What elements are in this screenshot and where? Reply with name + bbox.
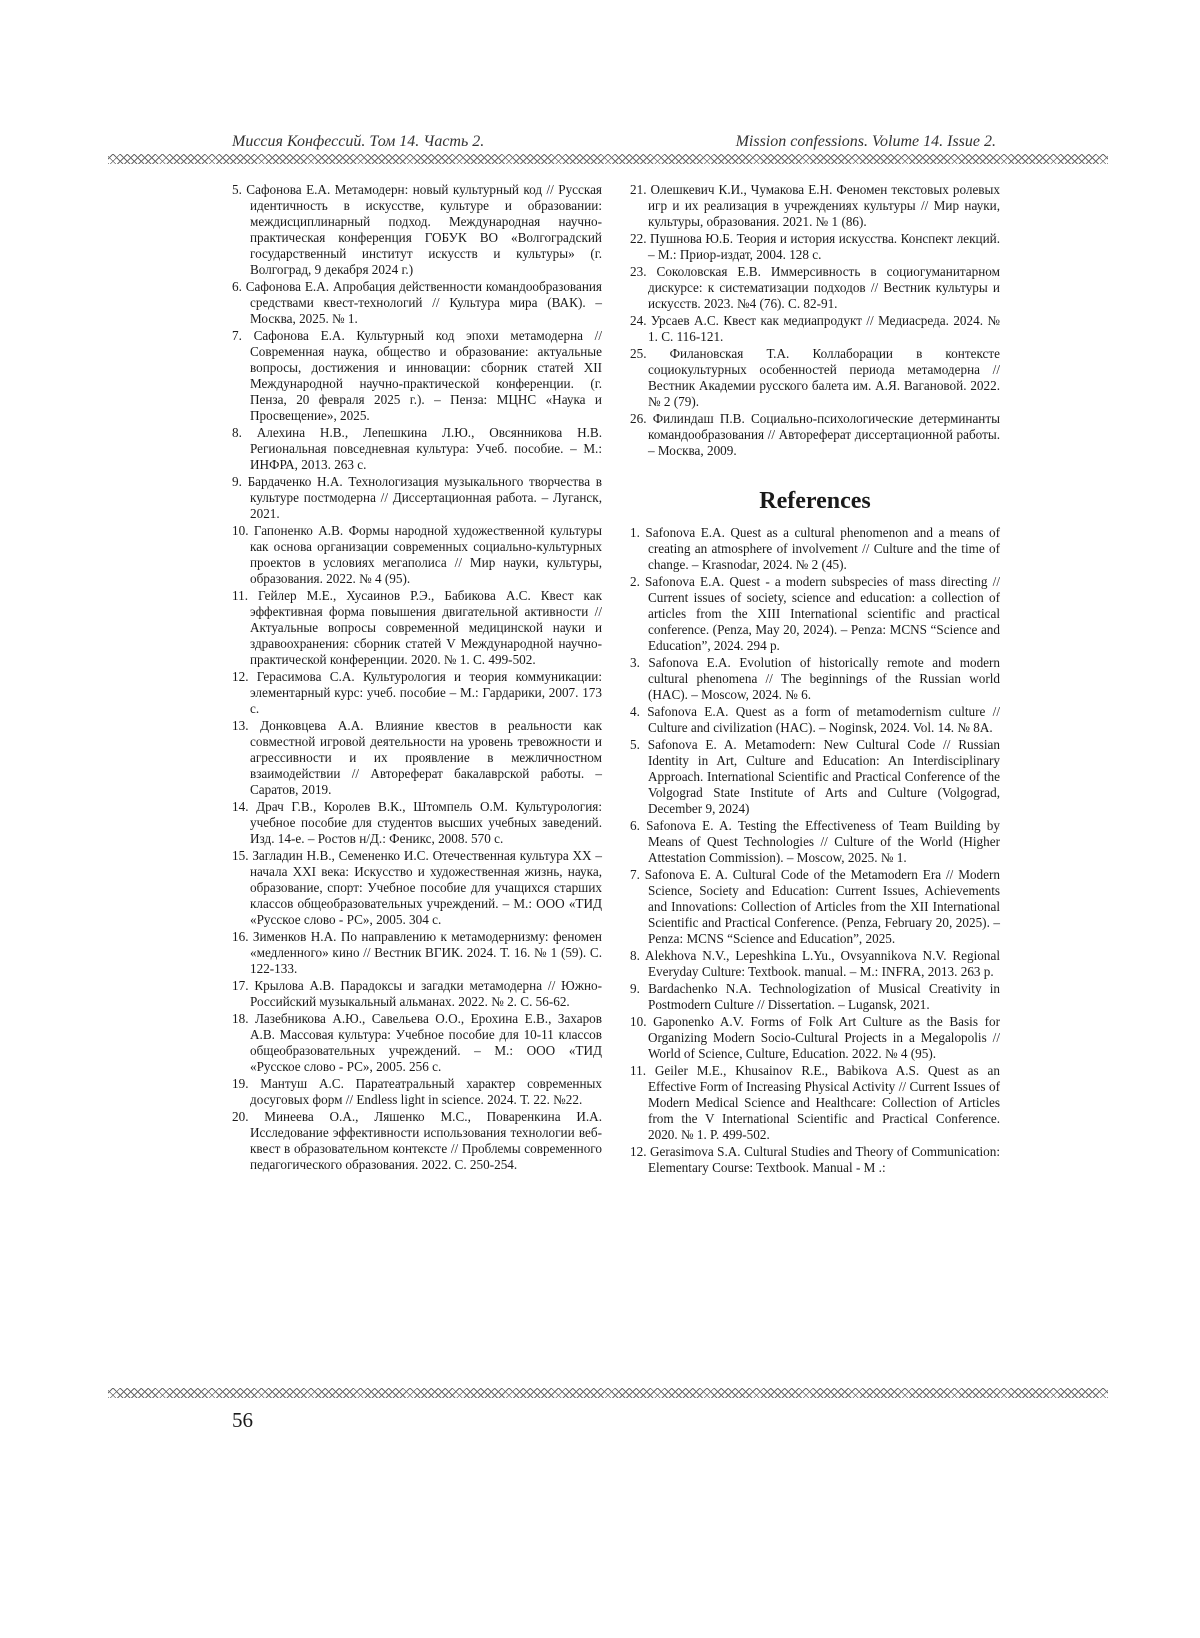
reference-item: 11. Гейлер М.Е., Хусаинов Р.Э., Бабикова А.С. Квест как эффективная форма повышения двигательной активности // Актуальные вопросы современной медицинской науки и здравоохранения: сборник статей V Международной научно-практической конференции. 2020. № 1. С. 499-502. [232,588,602,667]
english-reference-item: 6. Safonova E. A. Testing the Effectiveness of Team Building by Means of Quest Technologies // Culture of the World (Higher Attestation Commission). – Moscow, 2025. № 1. [630,818,1000,865]
english-reference-item: 4. Safonova E.A. Quest as a form of metamodernism culture // Culture and civilization (HAC). – Noginsk, 2024. Vol. 14. № 8A. [630,704,1000,735]
reference-item: 19. Мантуш А.С. Паратеатральный характер современных досуговых форм // Endless light in science. 2024. Т. 22. №22. [232,1076,602,1107]
reference-item: 18. Лазебникова А.Ю., Савельева О.О., Ерохина Е.В., Захаров А.В. Массовая культура: Учебное пособие для 10-11 классов общеобразовательных учреждений. – М.: ООО «ТИД «Русское слово - РС», 2005. 256 с. [232,1011,602,1074]
reference-item: 17. Крылова А.В. Парадоксы и загадки метамодерна // Южно-Российский музыкальный альманах. 2022. № 2. С. 56-62. [232,978,602,1009]
right-column [630,182,1000,1177]
english-reference-item: 2. Safonova E.A. Quest - a modern subspecies of mass directing // Current issues of society, science and education: a collection of articles from the XIII International scientific and practical conference. (Penza, May 20, 2024). – Penza: MCNS “Science and Education”, 2024. 294 p. [630,574,1000,653]
english-reference-item: 7. Safonova E. A. Cultural Code of the Metamodern Era // Modern Science, Society and Education: Current Issues, Achievements and Innovations: Collection of Articles from the XII International Scientific and Practical Conference. (Penza, February 20, 2025). – Penza: MCNS “Science and Education”, 2025. [630,867,1000,946]
reference-item: 15. Загладин Н.В., Семененко И.С. Отечественная культура XX – начала XXI века: Искусство и художественная жизнь, наука, образование, спорт: Учебное пособие для учащихся старших классов общеобразовательных учреждений. – М.: ООО «ТИД «Русское слово - РС», 2005. 304 с. [232,848,602,927]
reference-item: 13. Донковцева А.А. Влияние квестов в реальности как совместной игровой деятельности на уровень тревожности и агрессивности и их проявление в межличностном взаимодействии // Автореферат бакалаврской работы. – Саратов, 2019. [232,718,602,797]
left-column [232,182,602,1174]
reference-item: 14. Драч Г.В., Королев В.К., Штомпель О.М. Культурология: учебное пособие для студентов высших учебных заведений. Изд. 14-е. – Ростов н/Д.: Феникс, 2008. 570 с. [232,799,602,846]
header-right-title: Mission confessions. Volume 14. Issue 2. [735,133,996,150]
reference-item: 20. Минеева О.А., Ляшенко М.С., Поваренкина И.А. Исследование эффективности использования технологии веб-квест в образовательном контексте // Проблемы современного педагогического образования. 2022. С. 250-254. [232,1109,602,1172]
page-number: 56 [232,1408,253,1432]
english-reference-item: 1. Safonova E.A. Quest as a cultural phenomenon and a means of creating an atmosphere of involvement // Culture and the time of change. – Krasnodar, 2024. № 2 (45). [630,525,1000,572]
english-reference-item: 9. Bardachenko N.A. Technologization of Musical Creativity in Postmodern Culture // Dissertation. – Lugansk, 2021. [630,981,1000,1012]
reference-item: 5. Сафонова Е.А. Метамодерн: новый культурный код // Русская идентичность в искусстве, культуре и образовании: междисциплинарный подход. Международная научно-практическая конференция ГОБУК ВО «Волгоградский государственный институт искусств и культуры» (г. Волгоград, 9 декабря 2024 г.) [232,182,602,277]
reference-item: 9. Бардаченко Н.А. Технологизация музыкального творчества в культуре постмодерна // Диссертационная работа. – Луганск, 2021. [232,474,602,521]
reference-item: 16. Зименков Н.А. По направлению к метамодернизму: феномен «медленного» кино // Вестник ВГИК. 2024. Т. 16. № 1 (59). С. 122-133. [232,929,602,976]
references-heading: References [759,488,871,514]
reference-item: 25. Филановская Т.А. Коллаборации в контексте социокультурных особенностей периода метамодерна // Вестник Академии русского балета им. А.Я. Вагановой. 2022. № 2 (79). [630,346,1000,409]
reference-item: 21. Олешкевич К.И., Чумакова Е.Н. Феномен текстовых ролевых игр и их реализация в учреждениях культуры // Мир науки, культуры, образования. 2021. № 1 (86). [630,182,1000,229]
reference-item: 8. Алехина Н.В., Лепешкина Л.Ю., Овсянникова Н.В. Региональная повседневная культура: Учеб. пособие. – М.: ИНФРА, 2013. 263 с. [232,425,602,472]
reference-item: 10. Гапоненко А.В. Формы народной художественной культуры как основа организации современных социально-культурных проектов в условиях мегаполиса // Мир науки, культуры, образования. 2022. № 4 (95). [232,523,602,586]
reference-item: 12. Герасимова С.А. Культурология и теория коммуникации: элементарный курс: учеб. пособие – М.: Гардарики, 2007. 173 с. [232,669,602,716]
reference-item: 22. Пушнова Ю.Б. Теория и история искусства. Конспект лекций. – М.: Приор-издат, 2004. 128 с. [630,231,1000,262]
english-reference-item: 8. Alekhova N.V., Lepeshkina L.Yu., Ovsyannikova N.V. Regional Everyday Culture: Textbook. manual. – M.: INFRA, 2013. 263 p. [630,948,1000,979]
reference-item: 24. Урсаев А.С. Квест как медиапродукт // Медиасреда. 2024. № 1. С. 116-121. [630,313,1000,344]
reference-item: 26. Филиндаш П.В. Социально-психологические детерминанты командообразования // Автореферат диссертационной работы. – Москва, 2009. [630,411,1000,458]
reference-item: 23. Соколовская Е.В. Иммерсивность в социогуманитарном дискурсе: к систематизации подходов // Вестник культуры и искусств. 2023. №4 (76). С. 82-91. [630,264,1000,311]
english-reference-item: 12. Gerasimova S.A. Cultural Studies and Theory of Communication: Elementary Course: Textbook. Manual - M .: [630,1144,1000,1175]
english-reference-item: 10. Gaponenko A.V. Forms of Folk Art Culture as the Basis for Organizing Modern Socio-Cultural Projects in a Megalopolis // World of Science, Culture, Education. 2022. № 4 (95). [630,1014,1000,1061]
reference-item: 7. Сафонова Е.А. Культурный код эпохи метамодерна // Современная наука, общество и образование: актуальные вопросы, достижения и инновации: сборник статей XII Международной научно-практической конференции. (г. Пенза, 20 февраля 2025 г.). – Пенза: МЦНС «Наука и Просвещение», 2025. [232,328,602,423]
english-reference-item: 3. Safonova E.A. Evolution of historically remote and modern cultural phenomena // The beginnings of the Russian world (HAC). – Moscow, 2024. № 6. [630,655,1000,702]
top-ornament-divider [108,154,1108,164]
english-reference-item: 5. Safonova E. A. Metamodern: New Cultural Code // Russian Identity in Art, Culture and Education: An Interdisciplinary Approach. International Scientific and Practical Conference of the Volgograd State Institute of Arts and Culture (Volgograd, December 9, 2024) [630,737,1000,816]
bottom-ornament-divider [108,1388,1108,1398]
header-left-title: Миссия Конфессий. Том 14. Часть 2. [232,133,485,150]
english-reference-item: 11. Geiler M.E., Khusainov R.E., Babikova A.S. Quest as an Effective Form of Increasing Physical Activity // Current Issues of Modern Medical Science and Healthcare: Collection of Articles from the V International Scientific and Practical Conference. 2020. № 1. P. 499-502. [630,1063,1000,1142]
running-header [232,133,996,151]
reference-item: 6. Сафонова Е.А. Апробация действенности командообразования средствами квест-технологий // Культура мира (ВАК). – Москва, 2025. № 1. [232,279,602,326]
